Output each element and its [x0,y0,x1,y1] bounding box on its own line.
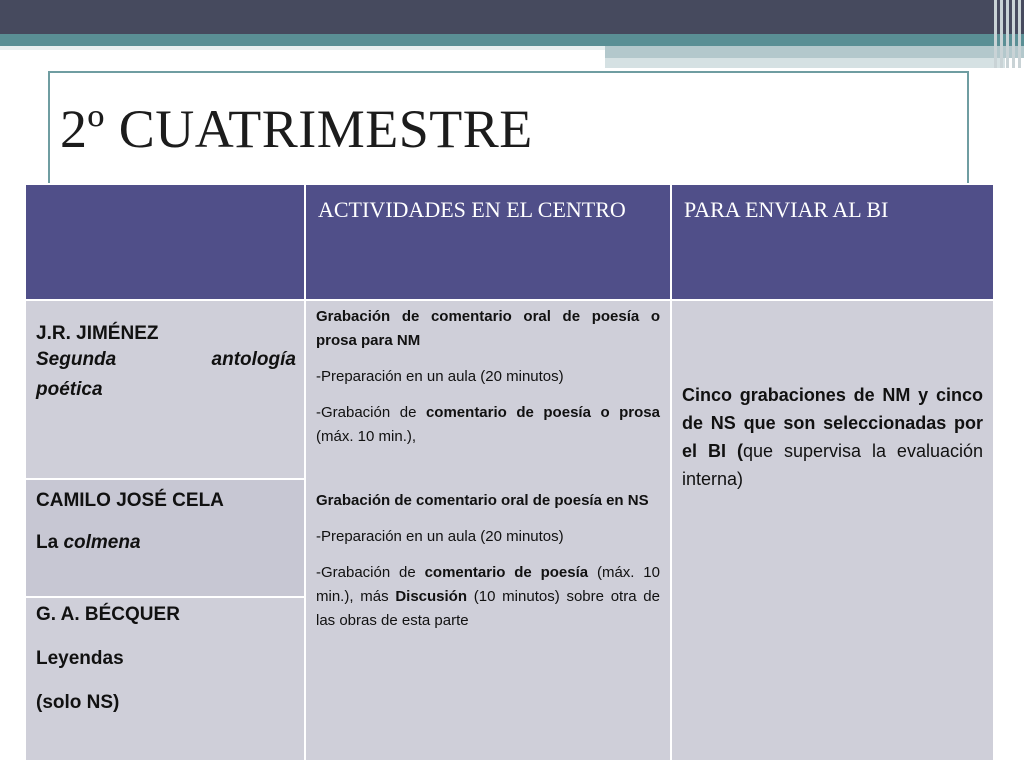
bi-text: que supervisa la evaluación interna) [682,441,983,489]
slide-title: 2º CUATRIMESTRE [60,99,533,159]
author-name: J.R. JIMÉNEZ [36,323,159,344]
table-header-row [25,184,994,300]
bi-cell [671,300,994,761]
author-cell-becquer [25,597,305,761]
content-table [24,183,995,762]
header-cell-activities: ACTIVIDADES EN EL CENTRO [305,184,671,300]
text-part: (10 minutos) sobre otra de las obras de esta parte [316,588,660,629]
level-note: (solo NS) [36,692,120,713]
activities-cell [305,300,671,761]
author-cell-cela [25,479,305,597]
accent-band-lighter [605,58,1005,68]
work-title: colmena [63,532,141,553]
decorative-stripes [990,0,1024,68]
text-part-bold: comentario de poesía o prosa [425,404,660,421]
author-cell-jimenez [25,300,305,479]
text-part: -Grabación de [316,404,426,421]
work-title-word: antología [211,349,296,370]
activity-ns-recording [316,561,660,633]
accent-band [0,34,1024,46]
work-title-word: Segunda [36,349,117,370]
text-part-bold: comentario de poesía [424,564,589,581]
work-title: Leyendas [36,648,124,669]
accent-line [0,46,605,50]
author-name: G. A. BÉCQUER [36,604,180,625]
activity-ns-prep: -Preparación en un aula (20 minutos) [316,528,564,545]
text-part: La [36,532,64,553]
author-name: CAMILO JOSÉ CELA [36,490,224,511]
work-title-line [36,345,296,375]
header-cell-bi: PARA ENVIAR AL BI [671,184,994,300]
text-part: (máx. 10 min.), [316,428,417,445]
activity-nm-title: Grabación de comentario oral de poesía o prosa para NM [316,308,660,349]
text-part: (máx. 10 min.), más [316,564,660,605]
text-part-bold: Discusión [395,588,468,605]
header-band [0,0,1024,34]
bi-text-bold: Cinco grabaciones de NM y cinco de NS que son seleccionadas por el BI ( [682,385,983,461]
text-part: -Grabación de [316,564,425,581]
activity-ns-title: Grabación de comentario oral de poesía en NS [316,492,649,509]
table-row [25,300,994,479]
activity-nm-recording [316,401,660,449]
work-title-line [36,528,296,558]
header-cell-empty [25,184,305,300]
work-title-line: poética [36,379,103,400]
activity-nm-prep: -Preparación en un aula (20 minutos) [316,368,564,385]
accent-band-light [605,46,1024,58]
